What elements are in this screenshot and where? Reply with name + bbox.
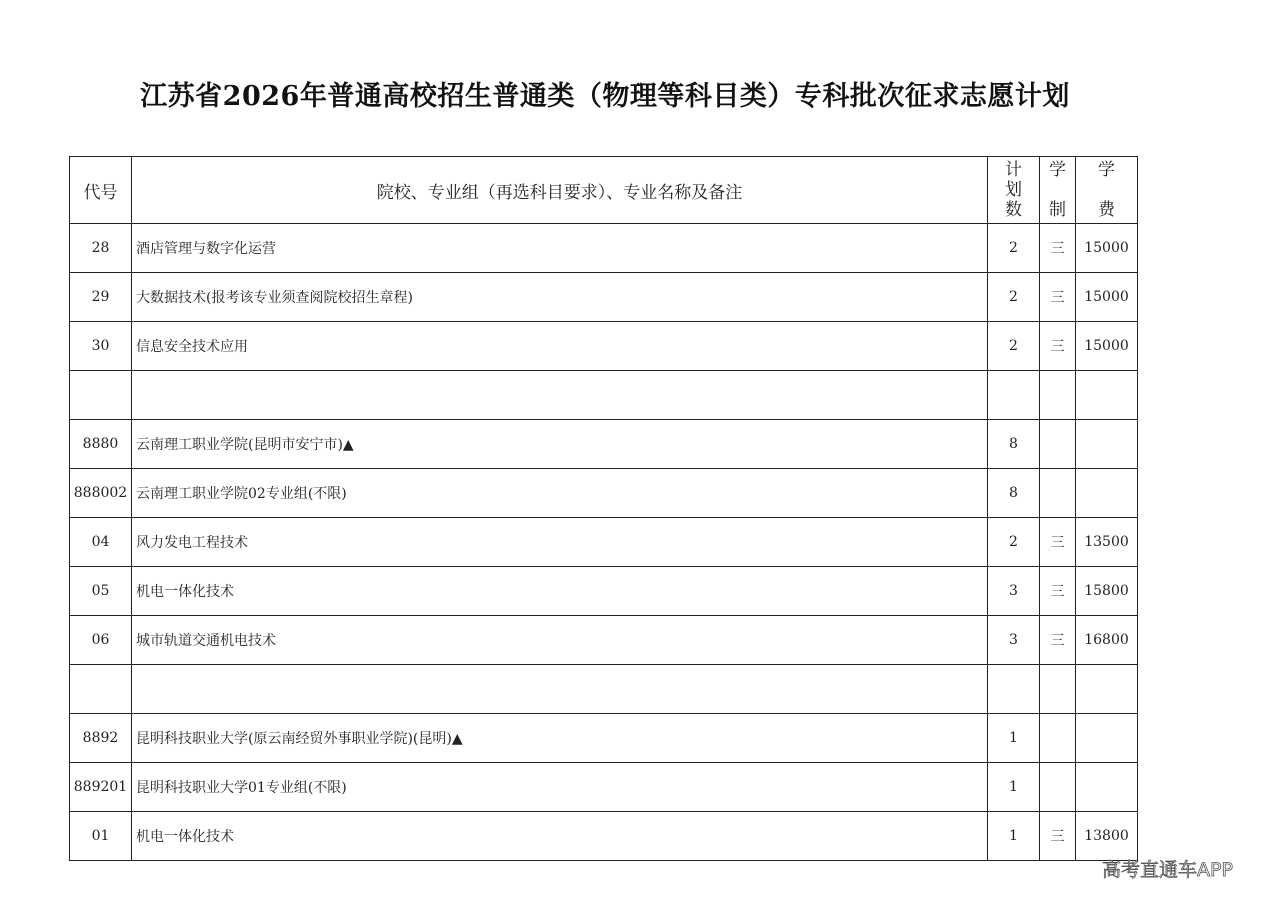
cell-plan: 3 [988,567,1040,616]
cell-duration: 三 [1040,616,1076,665]
cell-duration: 三 [1040,224,1076,273]
cell-duration [1040,665,1076,714]
table-row [70,812,1138,861]
document-title: 江苏省2026年普通高校招生普通类（物理等科目类）专科批次征求志愿计划 [140,81,1070,112]
cell-plan [988,371,1040,420]
cell-code: 28 [70,224,132,273]
cell-fee: 15000 [1076,273,1138,322]
cell-plan: 3 [988,616,1040,665]
cell-name: 云南理工职业学院(昆明市安宁市)▲ [132,420,988,469]
cell-fee: 16800 [1076,616,1138,665]
cell-name: 机电一体化技术 [132,812,988,861]
cell-duration: 三 [1040,273,1076,322]
table-row [70,763,1138,812]
cell-code [70,371,132,420]
cell-fee [1076,714,1138,763]
cell-code: 06 [70,616,132,665]
header-duration-char: 学 [1049,160,1066,180]
table-row [70,616,1138,665]
cell-name [132,665,988,714]
table-row [70,714,1138,763]
cell-name: 大数据技术(报考该专业须查阅院校招生章程) [132,273,988,322]
table-header-row [70,157,1138,224]
table-row [70,420,1138,469]
header-name: 院校、专业组（再选科目要求）、专业名称及备注 [132,157,988,224]
cell-name: 城市轨道交通机电技术 [132,616,988,665]
header-plan-char: 计 [1005,160,1022,180]
cell-plan: 1 [988,812,1040,861]
cell-fee [1076,665,1138,714]
cell-code: 888002 [70,469,132,518]
cell-fee [1076,371,1138,420]
cell-fee: 13800 [1076,812,1138,861]
header-plan-char: 划 [1005,180,1022,200]
header-fee-char: 学 [1098,160,1115,180]
cell-name: 云南理工职业学院02专业组(不限) [132,469,988,518]
cell-code: 01 [70,812,132,861]
cell-duration: 三 [1040,812,1076,861]
cell-duration [1040,371,1076,420]
cell-fee [1076,763,1138,812]
cell-duration [1040,714,1076,763]
cell-duration [1040,469,1076,518]
table-row [70,665,1138,714]
cell-plan: 2 [988,322,1040,371]
header-duration [1040,157,1076,224]
cell-code: 8892 [70,714,132,763]
cell-code: 30 [70,322,132,371]
table-row [70,518,1138,567]
cell-duration: 三 [1040,518,1076,567]
cell-name: 昆明科技职业大学01专业组(不限) [132,763,988,812]
cell-fee [1076,420,1138,469]
cell-plan: 8 [988,469,1040,518]
table-row [70,224,1138,273]
table-row [70,322,1138,371]
cell-fee [1076,469,1138,518]
app-watermark: 高考直通车APP [1102,859,1233,881]
cell-duration [1040,420,1076,469]
cell-name: 风力发电工程技术 [132,518,988,567]
cell-duration [1040,763,1076,812]
cell-plan: 1 [988,763,1040,812]
cell-plan [988,665,1040,714]
header-fee [1076,157,1138,224]
cell-fee: 15000 [1076,224,1138,273]
cell-code [70,665,132,714]
table-row [70,371,1138,420]
table-row [70,469,1138,518]
cell-duration: 三 [1040,567,1076,616]
header-fee-char: 费 [1098,200,1115,220]
cell-code: 889201 [70,763,132,812]
cell-plan: 2 [988,273,1040,322]
cell-name: 昆明科技职业大学(原云南经贸外事职业学院)(昆明)▲ [132,714,988,763]
cell-name: 酒店管理与数字化运营 [132,224,988,273]
header-code: 代号 [70,157,132,224]
enrollment-plan-table [69,156,1138,861]
cell-fee: 15800 [1076,567,1138,616]
table-row [70,567,1138,616]
cell-name: 信息安全技术应用 [132,322,988,371]
cell-code: 8880 [70,420,132,469]
cell-duration: 三 [1040,322,1076,371]
cell-fee: 13500 [1076,518,1138,567]
header-plan-char: 数 [1005,200,1022,220]
cell-plan: 2 [988,224,1040,273]
cell-code: 04 [70,518,132,567]
cell-plan: 2 [988,518,1040,567]
cell-plan: 1 [988,714,1040,763]
cell-name [132,371,988,420]
cell-code: 05 [70,567,132,616]
header-plan [988,157,1040,224]
table-row [70,273,1138,322]
cell-fee: 15000 [1076,322,1138,371]
header-duration-char: 制 [1049,200,1066,220]
cell-name: 机电一体化技术 [132,567,988,616]
cell-code: 29 [70,273,132,322]
cell-plan: 8 [988,420,1040,469]
